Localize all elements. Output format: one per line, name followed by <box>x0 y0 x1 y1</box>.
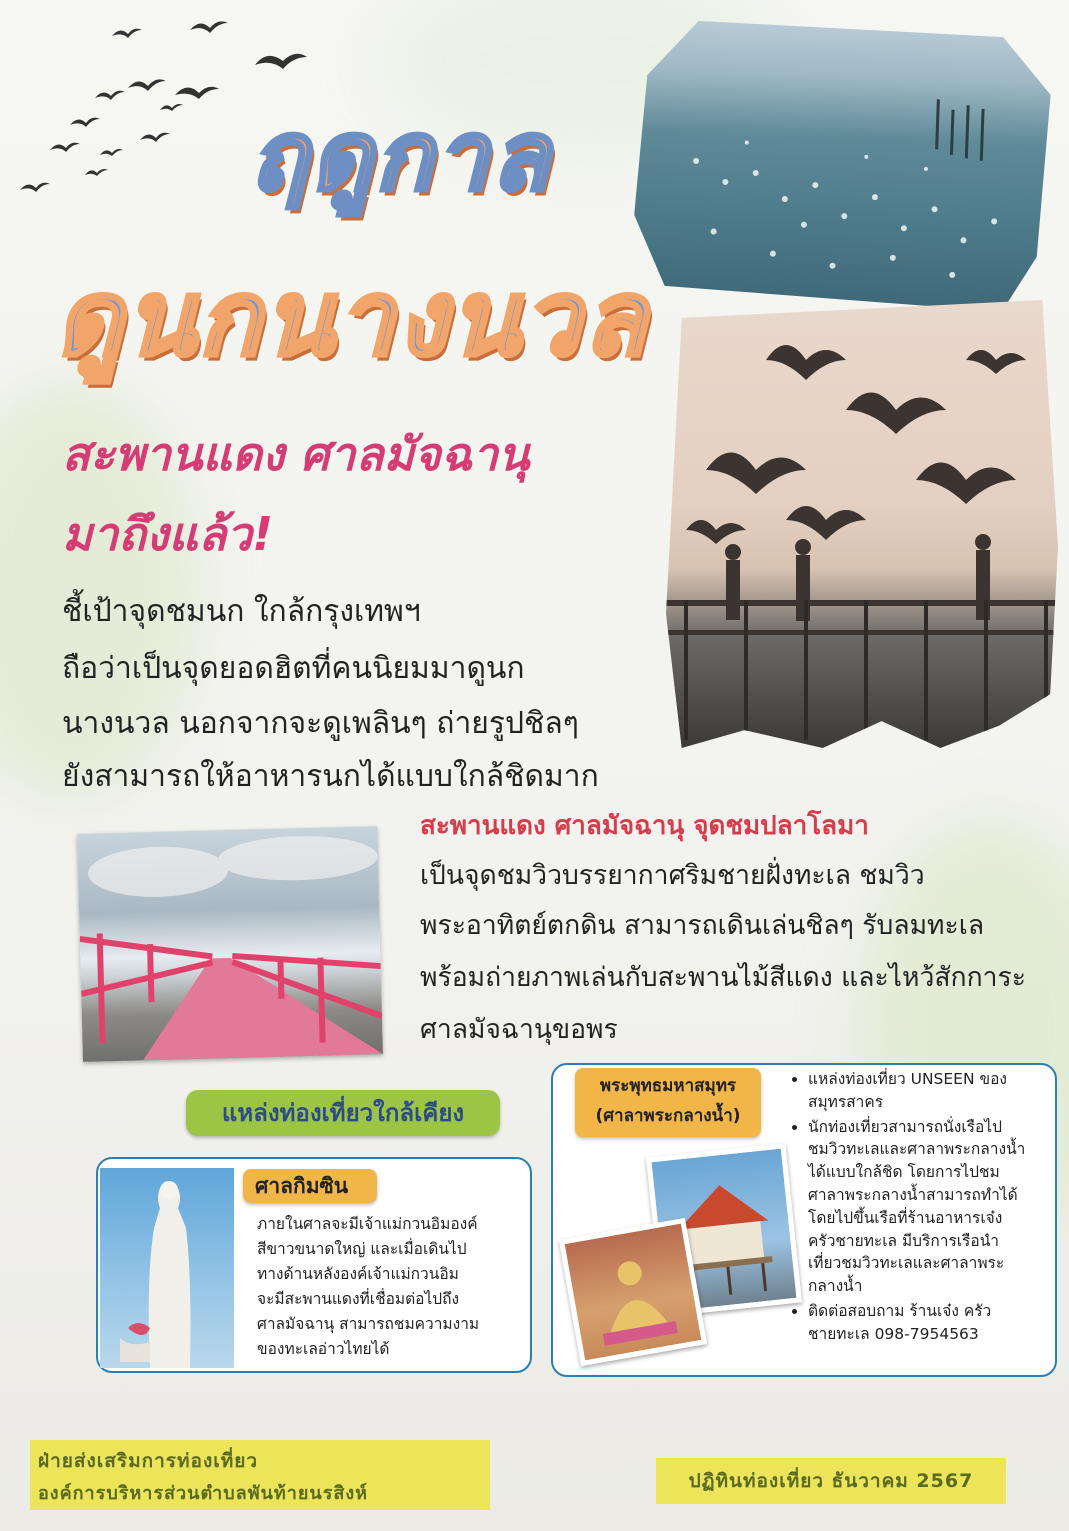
bridge-section-title: สะพานแดง ศาลมัจฉานุ จุดชมปลาโลมา <box>420 811 869 841</box>
footer-left <box>30 1440 490 1510</box>
intro-line: นางนวล นอกจากจะดูเพลินๆ ถ่ายรูปชิลๆ <box>62 706 579 741</box>
bullet-text: ชายทะเล 098-7954563 <box>808 1324 979 1343</box>
bridge-section-line: พระอาทิตย์ตกดิน สามารถเดินเล่นชิลๆ รับลมทะเล <box>420 910 985 941</box>
footer-left-line-1: ฝ่ายส่งเสริมการท่องเที่ยว <box>38 1450 259 1472</box>
intro-line: ยังสามารถให้อาหารนกได้แบบใกล้ชิดมาก <box>62 759 599 794</box>
seagulls-on-water-icon <box>631 19 1053 313</box>
bullet-text: • นักท่องเที่ยวสามารถนั่งเรือไป <box>808 1117 1002 1136</box>
bullet-item <box>808 1116 1040 1298</box>
kimchin-line: สีขาวขนาดใหญ่ และเมื่อเดินไป <box>257 1240 467 1258</box>
guanyin-statue-icon <box>100 1168 234 1368</box>
bullet-text: • ติดต่อสอบถาม ร้านเจ๋ง ครัว <box>808 1301 992 1320</box>
kimchin-line: ของทะเลอ่าวไทยได้ <box>257 1340 390 1358</box>
footer-right: ปฏิทินท่องเที่ยว ธันวาคม 2567 <box>656 1458 1006 1504</box>
buddha-statue-icon <box>565 1224 702 1361</box>
kimchin-line: ศาลมัจฉานุ สามารถชมความงาม <box>257 1315 480 1333</box>
bullet-text: • แหล่งท่องเที่ยว UNSEEN ของ <box>808 1070 1007 1088</box>
nearby-attractions-badge: แหล่งท่องเที่ยวใกล้เคียง <box>186 1090 500 1136</box>
kimchin-line: ภายในศาลจะมีเจ้าแม่กวนอิมองค์ <box>257 1215 478 1233</box>
bullet-text: โดยไปขึ้นเรือที่ร้านอาหารเจ๋ง <box>808 1208 1003 1227</box>
bullet-item <box>808 1300 1040 1346</box>
bullet-item <box>808 1068 1040 1114</box>
buddha-bullet-list <box>790 1068 1040 1348</box>
buddha-title-line-2: (ศาลาพระกลางน้ำ) <box>595 1106 741 1126</box>
intro-line: ชี้เป้าจุดชมนก ใกล้กรุงเทพฯ <box>62 594 421 629</box>
bullet-text: เที่ยวชมวิวทะเลและศาลาพระ <box>808 1254 1005 1273</box>
headline-line-1: สะพานแดง ศาลมัจฉานุ <box>62 427 530 481</box>
kimchin-title: ศาลกิมซิน <box>243 1169 377 1203</box>
title-line-1: ฤดูกาล <box>250 100 552 212</box>
guanyin-statue-photo <box>100 1168 234 1368</box>
red-bridge-photo <box>77 826 383 1062</box>
bridge-section-line: ศาลมัจฉานุขอพร <box>420 1014 618 1045</box>
buddha-title <box>575 1068 761 1137</box>
bridge-section-line: เป็นจุดชมวิวบรรยากาศริมชายฝั่งทะเล ชมวิว <box>420 860 925 891</box>
red-bridge-icon <box>77 826 383 1062</box>
footer-left-line-2: องค์การบริหารส่วนตำบลพันท้ายนรสิงห์ <box>38 1483 369 1504</box>
title-line-2: ดูนกนางนวล <box>55 257 649 379</box>
bullet-text: กลางน้ำ <box>808 1277 863 1296</box>
bullet-text: สมุทรสาคร <box>808 1092 884 1111</box>
kimchin-line: จะมีสะพานแดงที่เชื่อมต่อไปถึง <box>257 1290 460 1308</box>
bullet-text: ศาลาพระกลางน้ำสามารถทำได้ <box>808 1185 1018 1204</box>
buddha-title-line-1: พระพุทธมหาสมุทร <box>599 1076 737 1096</box>
headline-line-2: มาถึงแล้ว! <box>62 507 274 561</box>
sea-photo <box>631 19 1053 313</box>
buddha-statue-photo <box>559 1218 707 1366</box>
bullet-text: ชมวิวทะเลและศาลาพระกลางน้ำ <box>808 1140 1026 1159</box>
bullet-text: ได้แบบใกล้ชิด โดยการไปชม <box>808 1163 1000 1182</box>
bridge-sunset-photo <box>666 300 1058 748</box>
bullet-text: ครัวชายทะเล มีบริการเรือนำ <box>808 1231 999 1250</box>
birds-and-people-silhouette-icon <box>666 300 1058 748</box>
kimchin-line: ทางด้านหลังองค์เจ้าแม่กวนอิม <box>257 1265 459 1283</box>
bridge-section-line: พร้อมถ่ายภาพเล่นกับสะพานไม้สีแดง และไหว้สักการะ <box>420 962 1026 993</box>
intro-line: ถือว่าเป็นจุดยอดฮิตที่คนนิยมมาดูนก <box>62 651 525 686</box>
